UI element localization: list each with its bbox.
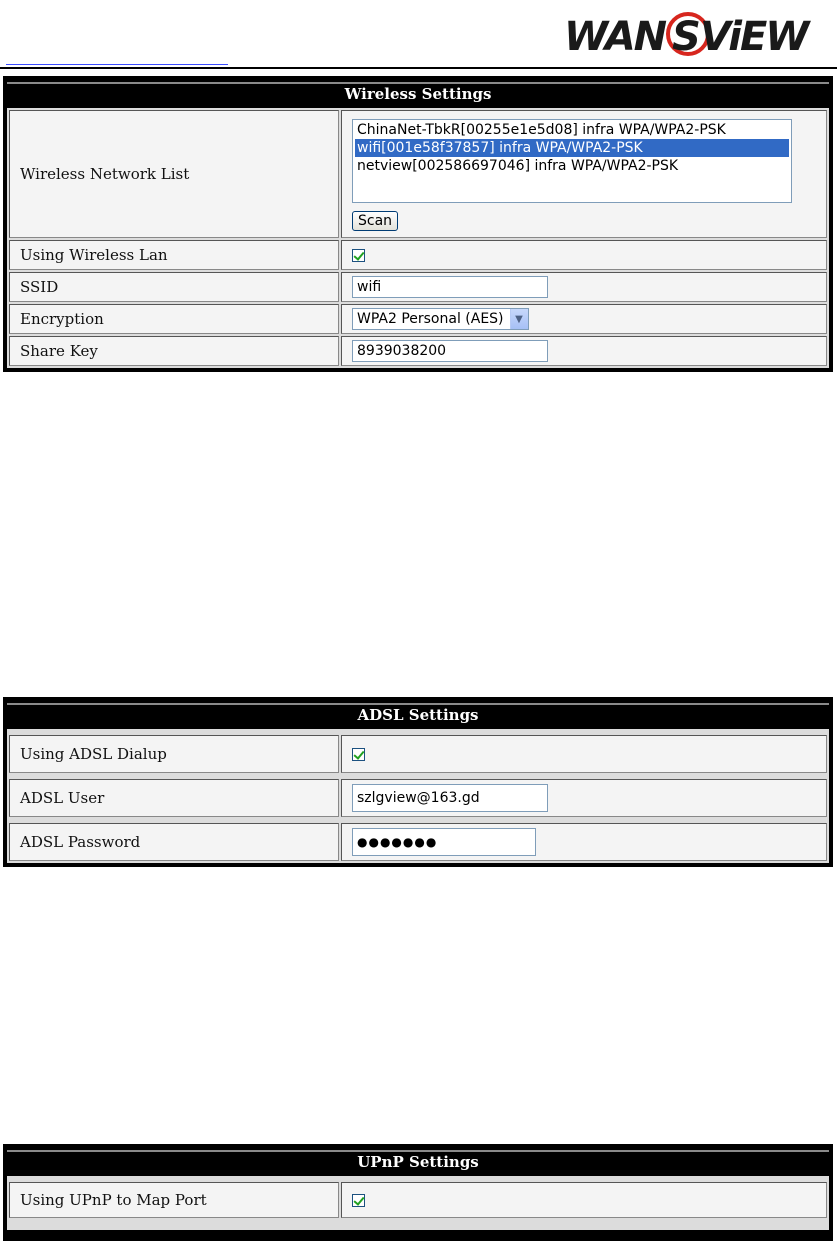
wireless-settings-panel — [3, 76, 833, 372]
svg-text:S: S — [672, 14, 701, 58]
panel-title: UPnP Settings — [7, 1144, 829, 1176]
using-wireless-lan-checkbox[interactable] — [352, 249, 365, 262]
upnp-settings-panel — [3, 1144, 833, 1241]
scan-button[interactable]: Scan — [352, 211, 398, 231]
network-option[interactable]: netview[002586697046] infra WPA/WPA2-PSK — [357, 158, 679, 174]
ssid-input[interactable] — [352, 276, 548, 298]
header-rule — [0, 67, 837, 69]
panel-title: Wireless Settings — [7, 76, 829, 108]
top-link-underline[interactable] — [6, 64, 228, 65]
adsl-user-input[interactable] — [352, 784, 548, 812]
svg-text:ViEW: ViEW — [700, 14, 808, 58]
using-upnp-checkbox[interactable] — [352, 1194, 365, 1207]
wireless-network-listbox[interactable] — [352, 119, 792, 203]
share-key-label: Share Key — [9, 336, 339, 366]
encryption-selected-value: WPA2 Personal (AES) — [357, 311, 504, 327]
encryption-select[interactable] — [352, 308, 529, 330]
adsl-user-label: ADSL User — [9, 779, 339, 817]
wireless-network-list-row — [9, 110, 827, 238]
adsl-settings-panel — [3, 697, 833, 867]
network-option-selected[interactable]: wifi[001e58f37857] infra WPA/WPA2-PSK — [355, 139, 789, 157]
network-option[interactable]: ChinaNet-TbkR[00255e1e5d08] infra WPA/WPA2-PSK — [357, 122, 726, 138]
share-key-input[interactable] — [352, 340, 548, 362]
adsl-password-input[interactable]: ●●●●●●● — [352, 828, 536, 856]
using-upnp-label: Using UPnP to Map Port — [9, 1182, 339, 1218]
adsl-password-label: ADSL Password — [9, 823, 339, 861]
using-wireless-lan-label: Using Wireless Lan — [9, 240, 339, 270]
ssid-label: SSID — [9, 272, 339, 302]
wireless-network-list-label: Wireless Network List — [9, 110, 339, 238]
encryption-label: Encryption — [9, 304, 339, 334]
svg-text:WAN: WAN — [564, 14, 666, 58]
wansview-logo — [560, 12, 830, 58]
chevron-down-icon[interactable]: ▼ — [510, 309, 528, 329]
panel-title: ADSL Settings — [7, 697, 829, 729]
using-adsl-dialup-checkbox[interactable] — [352, 748, 365, 761]
using-adsl-dialup-label: Using ADSL Dialup — [9, 735, 339, 773]
